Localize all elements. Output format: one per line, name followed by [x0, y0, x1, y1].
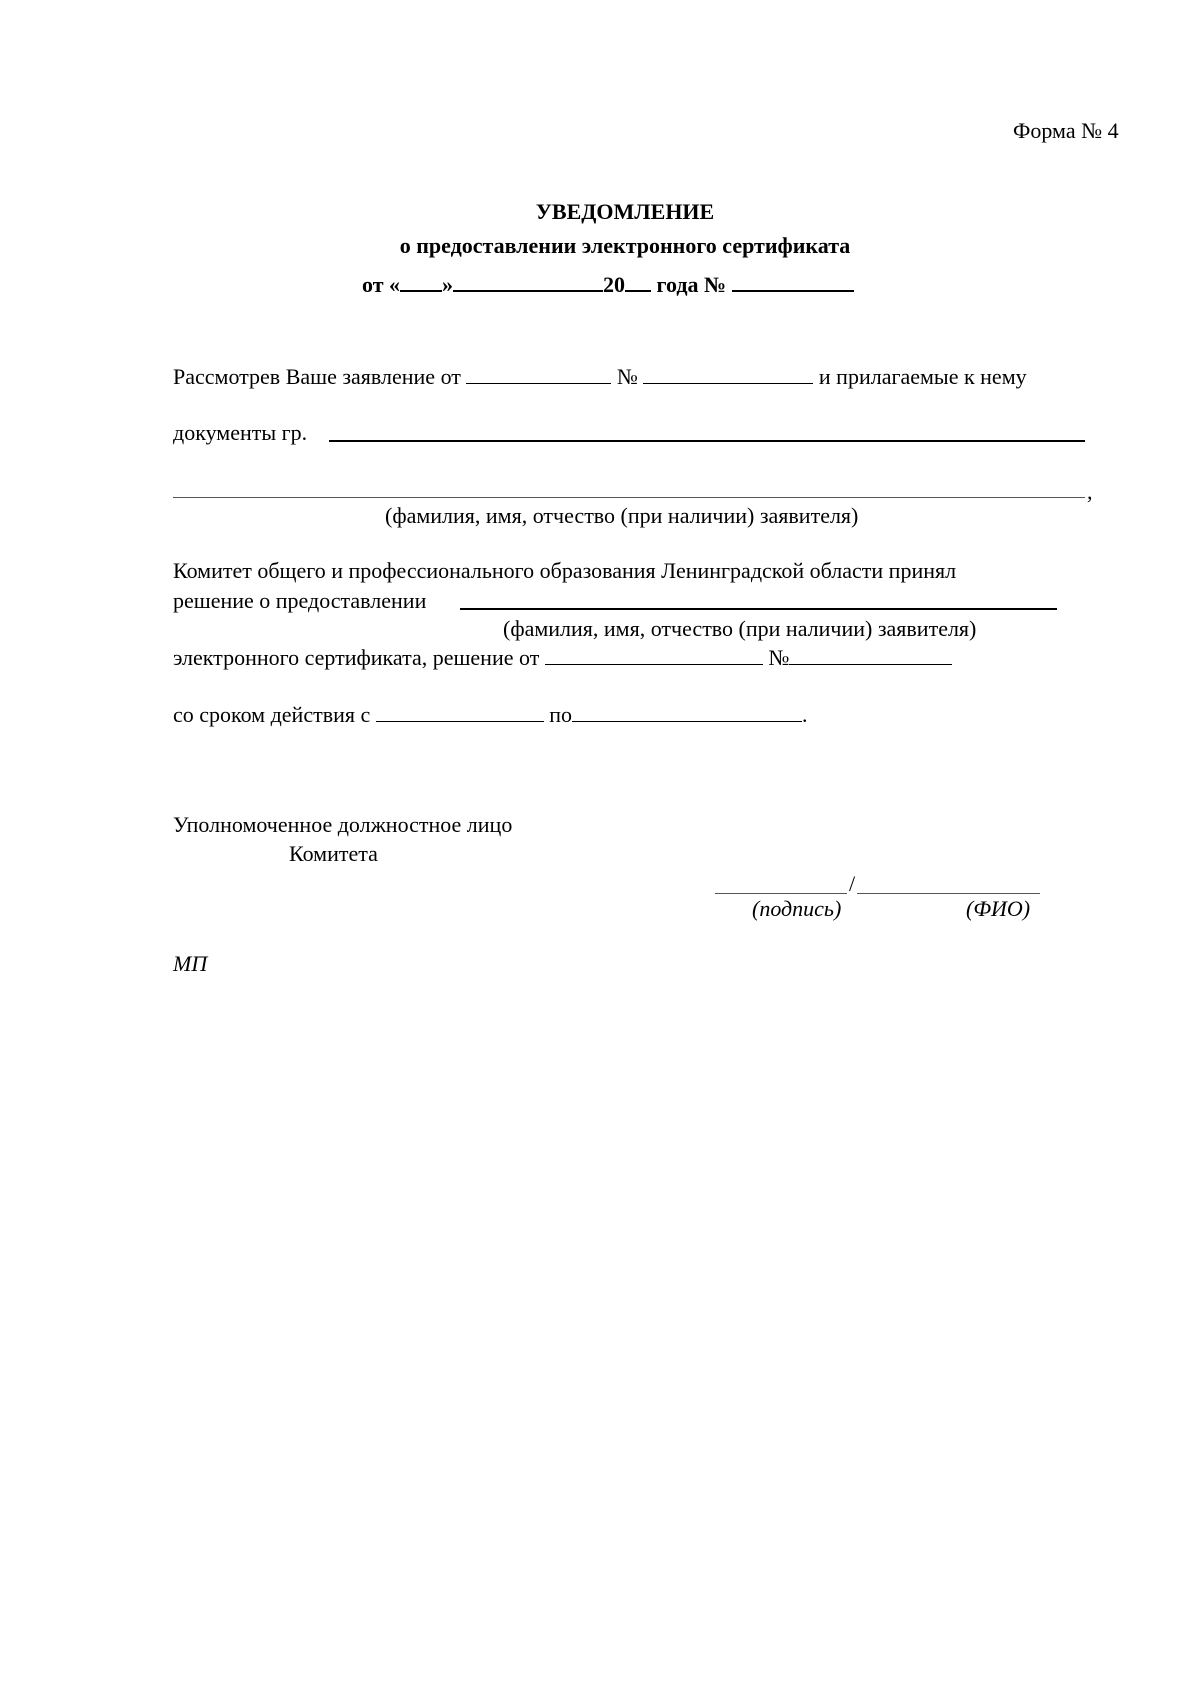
full-name-caption: (ФИО)	[966, 896, 1031, 921]
year-field[interactable]	[625, 272, 651, 292]
decision-date-field[interactable]	[545, 646, 763, 665]
full-name-field[interactable]	[857, 893, 1040, 894]
application-date-field[interactable]	[466, 365, 611, 384]
applicant-name-field[interactable]	[329, 440, 1085, 442]
document-date-line: от « » 20 года №	[362, 272, 854, 296]
committee-decision-text: Комитет общего и профессионального образования Ленинградской области принял	[173, 558, 957, 583]
day-field[interactable]	[400, 272, 442, 292]
validity-line: со сроком действия с по .	[173, 702, 808, 727]
signature-caption: (подпись)	[752, 896, 842, 921]
signature-field[interactable]	[715, 893, 847, 894]
decision-number-field[interactable]	[789, 646, 952, 665]
certificate-decision-line: электронного сертификата, решение от №	[173, 646, 952, 669]
applicant-name-continuation-field[interactable]	[173, 497, 1085, 498]
trailing-comma: ,	[1087, 479, 1093, 504]
form-number: Форма № 4	[1013, 118, 1119, 143]
validity-end-field[interactable]	[572, 703, 802, 722]
document-subtitle: о предоставлении электронного сертификата	[399, 233, 851, 258]
decision-line: решение о предоставлении	[173, 588, 427, 613]
official-title: Уполномоченное должностное лицо	[173, 812, 513, 837]
decision-applicant-field[interactable]	[460, 608, 1057, 610]
decision-applicant-caption: (фамилия, имя, отчество (при наличии) заявителя)	[503, 616, 977, 641]
official-committee: Комитета	[289, 841, 378, 866]
month-field[interactable]	[453, 272, 603, 292]
documents-line: документы гр.	[173, 420, 308, 445]
signature-separator: /	[849, 871, 856, 896]
application-line: Рассмотрев Ваше заявление от № и прилагаемые к нему	[173, 364, 1027, 389]
document-number-field[interactable]	[732, 272, 854, 292]
document-title: УВЕДОМЛЕНИЕ	[535, 199, 715, 224]
application-number-field[interactable]	[643, 365, 813, 384]
stamp-placeholder: МП	[173, 951, 208, 976]
validity-start-field[interactable]	[376, 703, 544, 722]
applicant-name-caption: (фамилия, имя, отчество (при наличии) заявителя)	[385, 503, 859, 528]
